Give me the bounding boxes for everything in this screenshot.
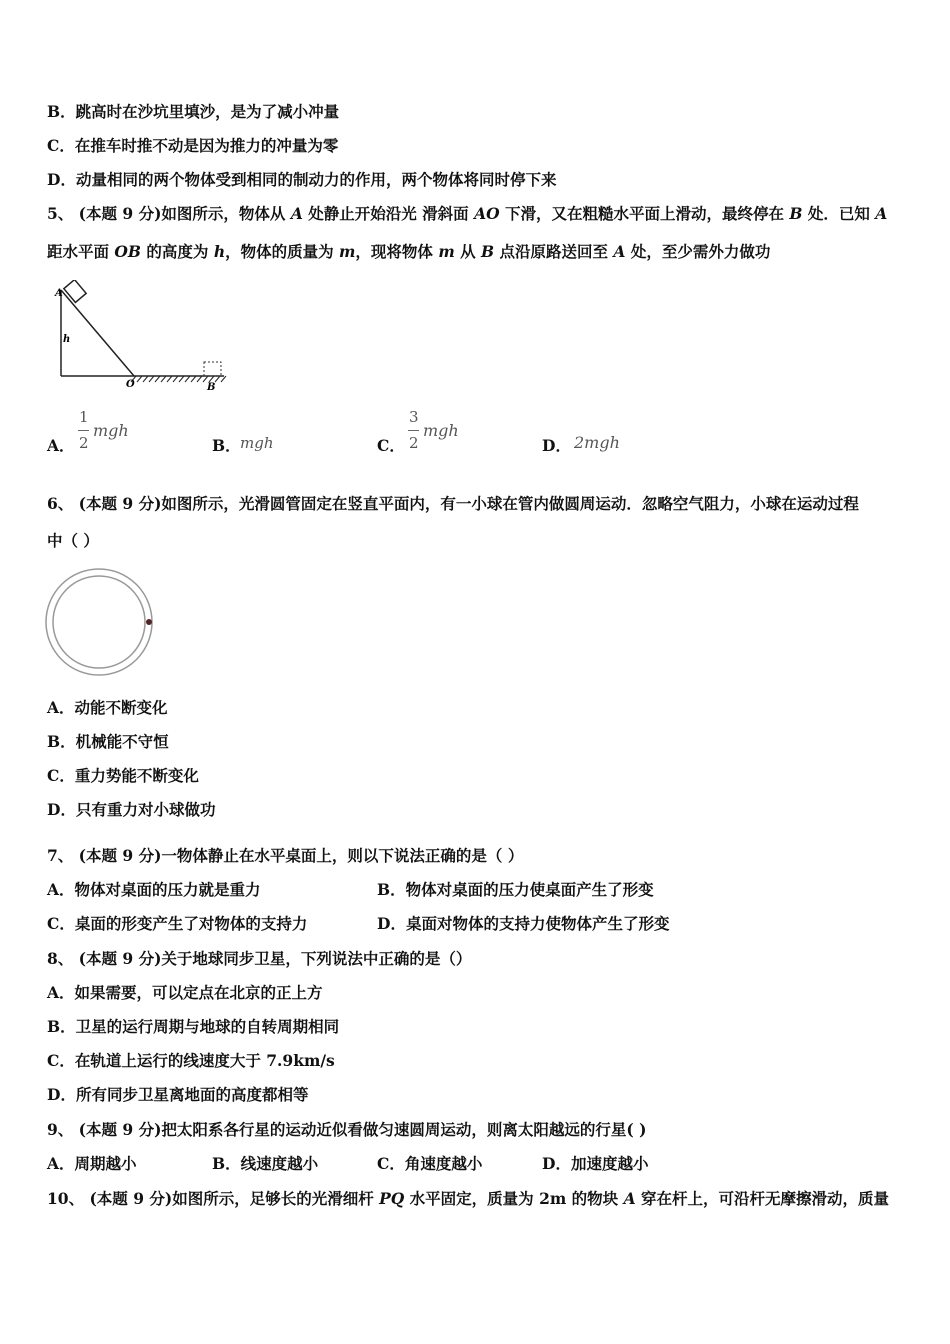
q9-option-b: B．线速度越小 — [212, 1154, 319, 1173]
q8-option-b: B．卫星的运行周期与地球的自转周期相同 — [47, 1017, 340, 1036]
q6-option-b: B．机械能不守恒 — [47, 732, 169, 751]
q5-option-d-label: D． — [542, 436, 571, 455]
q5-option-c-expr: mgh — [423, 421, 459, 440]
tube-inner-circle — [53, 576, 145, 668]
q8-stem: 8、 (本题 9 分)关于地球同步卫星，下列说法中正确的是（） — [47, 949, 472, 968]
q5-option-a-label: A． — [47, 436, 75, 455]
block-at-b-dashed — [204, 362, 221, 376]
q5-option-b-expr: mgh — [240, 434, 274, 452]
q5-stem-line2: 距水平面 OB 的高度为 h，物体的质量为 m，现将物体 m 从 B 点沿原路送回至 A 处，至少需外力做功 — [47, 242, 771, 261]
q8-option-d: D．所有同步卫星离地面的高度都相等 — [47, 1085, 309, 1104]
q7-option-c: C．桌面的形变产生了对物体的支持力 — [47, 914, 308, 933]
q5-option-c-label: C． — [377, 436, 405, 455]
incline-figure — [46, 280, 236, 395]
q8-option-a: A．如果需要，可以定点在北京的正上方 — [47, 983, 323, 1002]
q6-stem-line1: 6、 (本题 9 分)如图所示，光滑圆管固定在竖直平面内，有一小球在管内做圆周运动．忽略空气阻力，小球在运动过程 — [47, 494, 859, 513]
q5-stem-line1: 5、 (本题 9 分)如图所示，物体从 A 处静止开始沿光 滑斜面 AO 下滑，又在粗糙水平面上滑动，最终停在 B 处．已知 A — [47, 204, 888, 223]
q4-option-c: C．在推车时推不动是因为推力的冲量为零 — [47, 136, 339, 155]
label-a: A — [55, 288, 63, 299]
q7-option-d: D．桌面对物体的支持力使物体产生了形变 — [377, 914, 670, 933]
ball — [146, 619, 152, 625]
q10-stem: 10、 (本题 9 分)如图所示，足够长的光滑细杆 PQ 水平固定，质量为 2m 的物块 A 穿在杆上，可沿杆无摩擦滑动，质量 — [47, 1189, 889, 1208]
tube-outer-circle — [46, 569, 152, 675]
q5-option-b-label: B． — [212, 436, 241, 455]
q9-stem: 9、 (本题 9 分)把太阳系各行星的运动近似看做匀速圆周运动，则离太阳越远的行星( ) — [47, 1120, 647, 1139]
q4-option-d: D．动量相同的两个物体受到相同的制动力的作用，两个物体将同时停下来 — [47, 170, 557, 189]
block-on-incline — [64, 280, 86, 302]
q6-option-a: A．动能不断变化 — [47, 698, 168, 717]
q6-option-c: C．重力势能不断变化 — [47, 766, 199, 785]
q9-option-c: C．角速度越小 — [377, 1154, 483, 1173]
q5-option-a-expr: mgh — [93, 421, 129, 440]
label-h: h — [63, 334, 71, 345]
q8-option-c: C．在轨道上运行的线速度大于 7.9km/s — [47, 1051, 335, 1070]
label-b: B — [207, 382, 216, 393]
q6-option-d: D．只有重力对小球做功 — [47, 800, 216, 819]
circular-tube-figure — [44, 566, 156, 678]
q6-stem-line2: 中（ ） — [47, 531, 99, 550]
label-o: O — [126, 379, 135, 390]
incline-line — [61, 290, 134, 376]
q4-option-b: B．跳高时在沙坑里填沙，是为了减小冲量 — [47, 102, 340, 121]
q7-stem: 7、 (本题 9 分)一物体静止在水平桌面上，则以下说法正确的是（ ） — [47, 846, 524, 865]
q5-option-d-expr: 2mgh — [574, 433, 620, 452]
q7-option-b: B．物体对桌面的压力使桌面产生了形变 — [377, 880, 654, 899]
q9-option-a: A．周期越小 — [47, 1154, 137, 1173]
q9-option-d: D．加速度越小 — [542, 1154, 649, 1173]
q7-option-a: A．物体对桌面的压力就是重力 — [47, 880, 261, 899]
